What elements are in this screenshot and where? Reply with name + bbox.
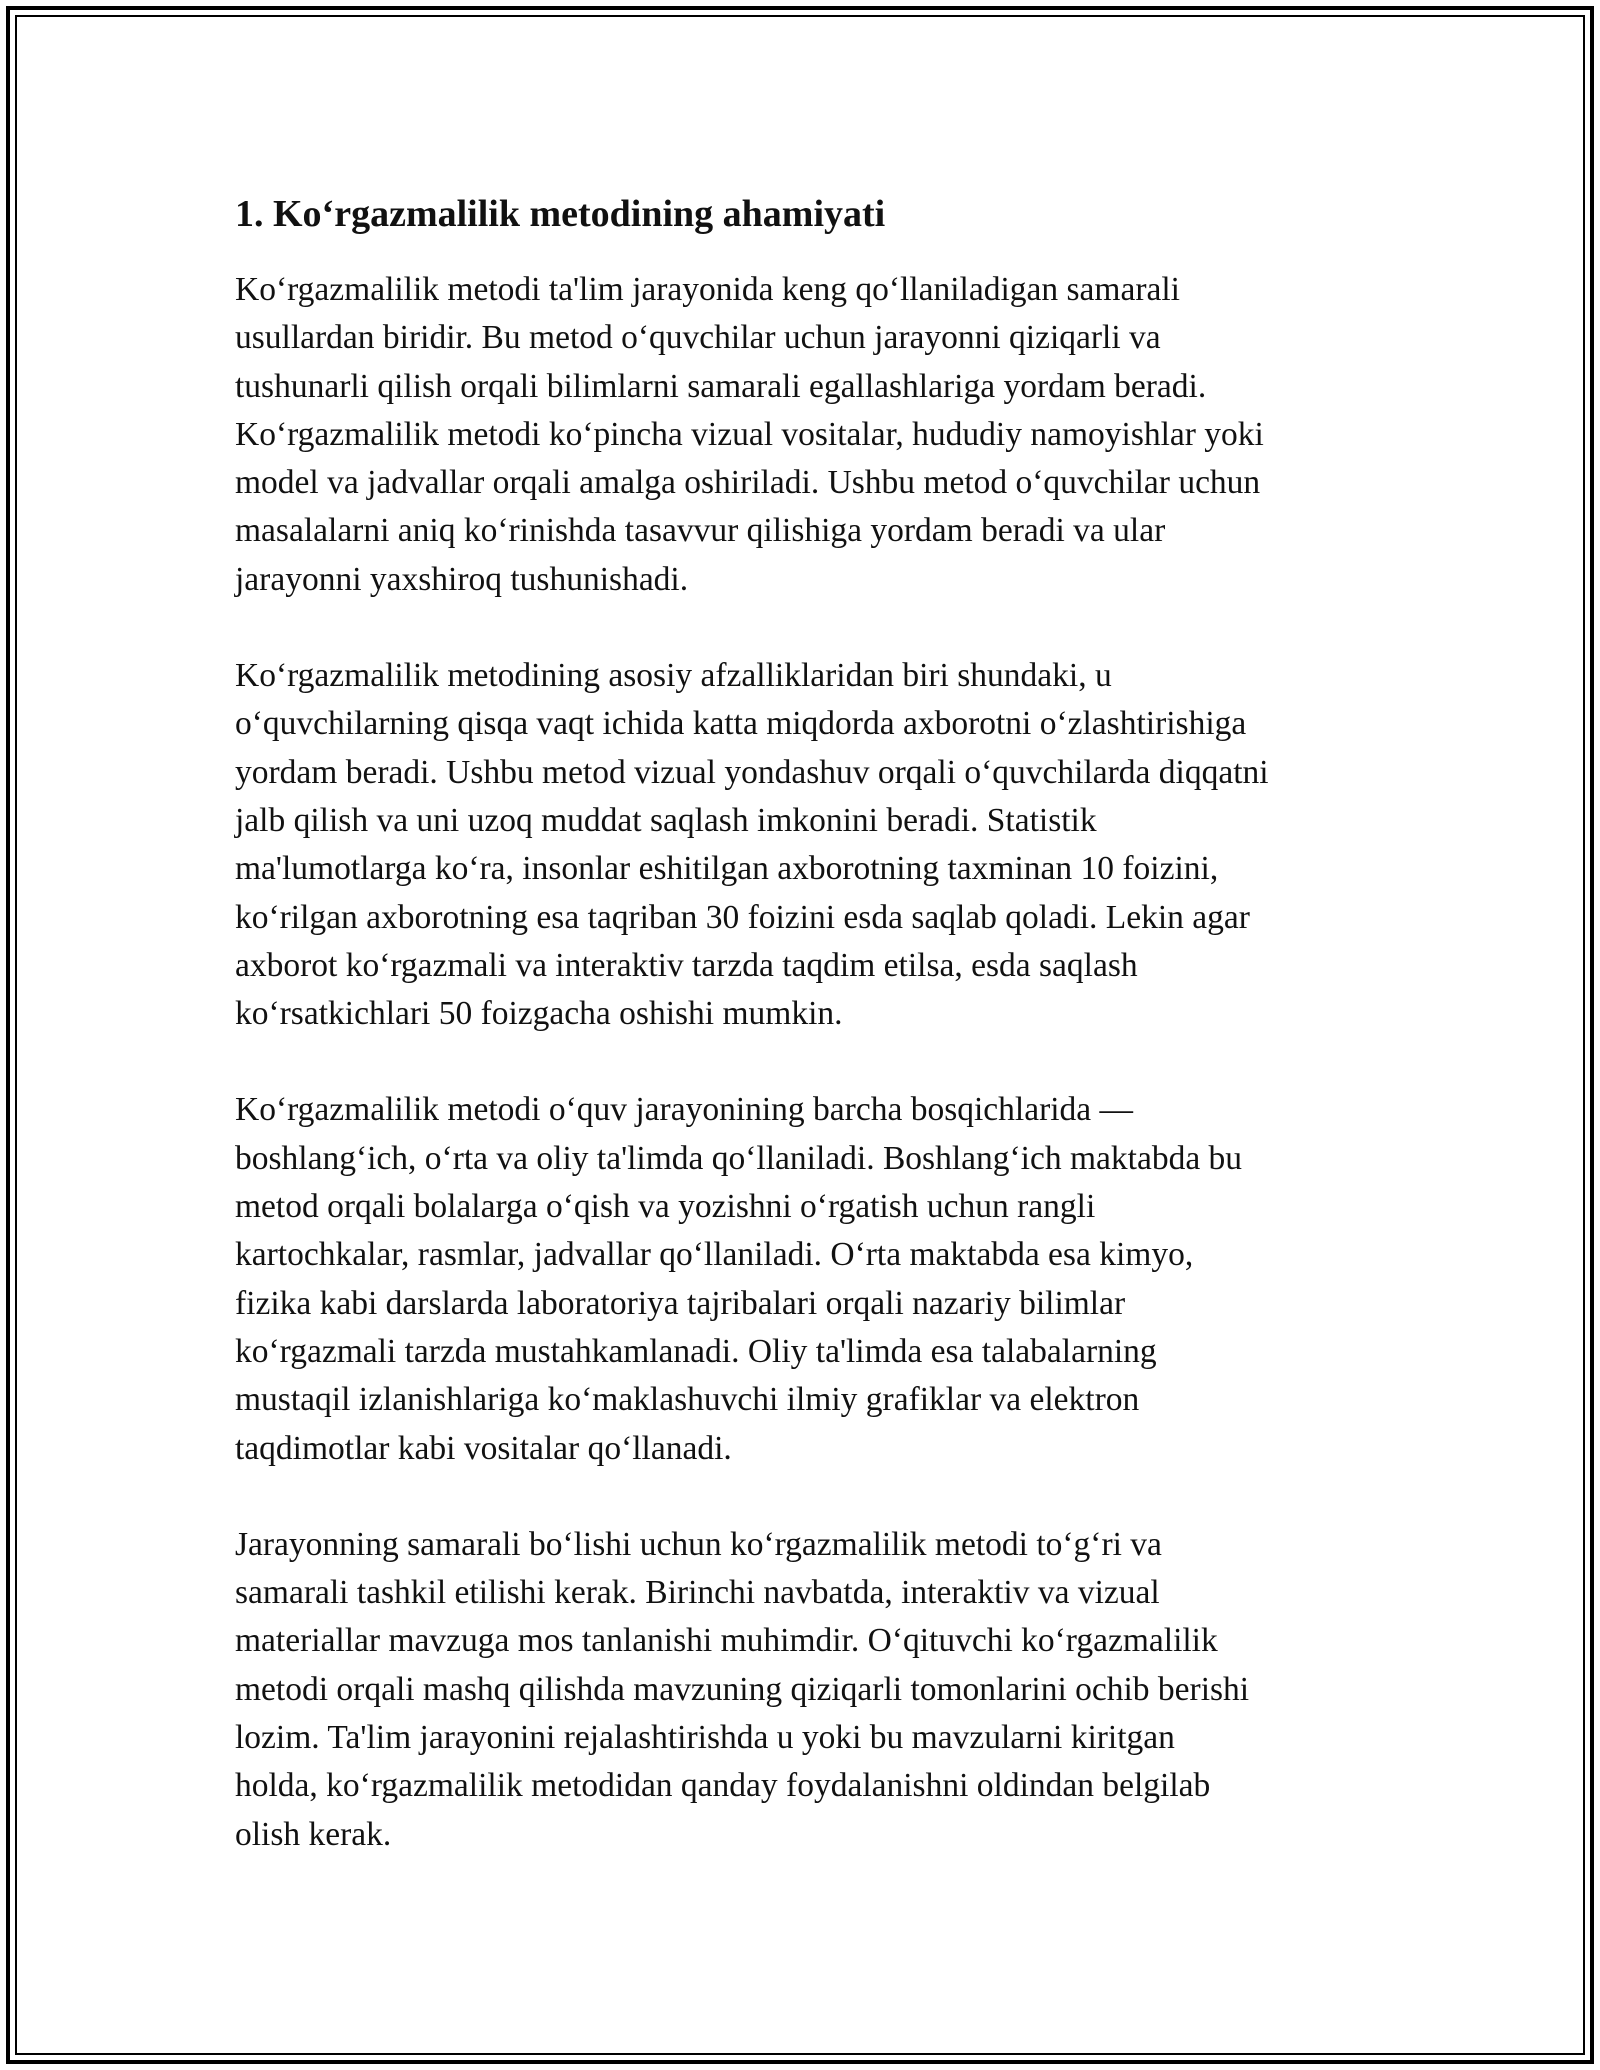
text-line: materiallar mavzuga mos tanlanishi muhimdir. O‘qituvchi ko‘rgazmalilik bbox=[235, 1622, 1218, 1660]
text-line: usullardan biridir. Bu metod o‘quvchilar uchun jarayonni qiziqarli va bbox=[235, 319, 1161, 357]
text-line: taqdimotlar kabi vositalar qo‘llanadi. bbox=[235, 1429, 732, 1467]
paragraph-1 bbox=[235, 266, 1375, 604]
paragraph-3 bbox=[235, 1086, 1375, 1472]
paragraph-2 bbox=[235, 652, 1375, 1038]
text-line: jarayonni yaxshiroq tushunishadi. bbox=[235, 560, 689, 598]
text-line: ko‘rsatkichlari 50 foizgacha oshishi mumkin. bbox=[235, 995, 843, 1033]
text-line: masalalarni aniq ko‘rinishda tasavvur qilishiga yordam beradi va ular bbox=[235, 512, 1166, 550]
text-line: ko‘rgazmali tarzda mustahkamlanadi. Oliy ta'limda esa talabalarning bbox=[235, 1332, 1157, 1370]
text-line: olish kerak. bbox=[235, 1815, 392, 1853]
text-line: lozim. Ta'lim jarayonini rejalashtirishda u yoki bu mavzularni kiritgan bbox=[235, 1719, 1175, 1757]
text-line: Ko‘rgazmalilik metodining asosiy afzalliklaridan biri shundaki, u bbox=[235, 657, 1112, 695]
text-line: jalb qilish va uni uzoq muddat saqlash imkonini beradi. Statistik bbox=[235, 801, 1097, 839]
text-line: boshlang‘ich, o‘rta va oliy ta'limda qo‘llaniladi. Boshlang‘ich maktabda bu bbox=[235, 1139, 1243, 1177]
text-line: axborot ko‘rgazmali va interaktiv tarzda taqdim etilsa, esda saqlash bbox=[235, 946, 1138, 984]
text-line: kartochkalar, rasmlar, jadvallar qo‘llaniladi. O‘rta maktabda esa kimyo, bbox=[235, 1236, 1194, 1274]
text-line: o‘quvchilarning qisqa vaqt ichida katta miqdorda axborotni o‘zlashtirishiga bbox=[235, 705, 1247, 743]
document-page bbox=[235, 188, 1375, 1907]
text-line: ko‘rilgan axborotning esa taqriban 30 foizini esda saqlab qoladi. Lekin agar bbox=[235, 898, 1250, 936]
text-line: tushunarli qilish orqali bilimlarni samarali egallashlariga yordam beradi. bbox=[235, 367, 1207, 405]
text-line: Jarayonning samarali bo‘lishi uchun ko‘rgazmalilik metodi to‘g‘ri va bbox=[235, 1525, 1162, 1563]
text-line: ma'lumotlarga ko‘ra, insonlar eshitilgan axborotning taxminan 10 foizini, bbox=[235, 850, 1219, 888]
text-line: Ko‘rgazmalilik metodi o‘quv jarayonining barcha bosqichlarida — bbox=[235, 1091, 1134, 1129]
text-line: mustaqil izlanishlariga ko‘maklashuvchi ilmiy grafiklar va elektron bbox=[235, 1381, 1140, 1419]
text-line: fizika kabi darslarda laboratoriya tajribalari orqali nazariy bilimlar bbox=[235, 1284, 1126, 1322]
paragraph-4 bbox=[235, 1521, 1375, 1859]
section-heading: 1. Ko‘rgazmalilik metodining ahamiyati bbox=[235, 193, 886, 235]
text-line: metod orqali bolalarga o‘qish va yozishni o‘rgatish uchun rangli bbox=[235, 1188, 1096, 1226]
text-line: metodi orqali mashq qilishda mavzuning qiziqarli tomonlarini ochib berishi bbox=[235, 1670, 1250, 1708]
text-line: holda, ko‘rgazmalilik metodidan qanday foydalanishni oldindan belgilab bbox=[235, 1767, 1211, 1805]
text-line: samarali tashkil etilishi kerak. Birinchi navbatda, interaktiv va vizual bbox=[235, 1574, 1160, 1612]
text-line: Ko‘rgazmalilik metodi ta'lim jarayonida keng qo‘llaniladigan samarali bbox=[235, 271, 1180, 308]
text-line: model va jadvallar orqali amalga oshiriladi. Ushbu metod o‘quvchilar uchun bbox=[235, 464, 1261, 502]
text-line: yordam beradi. Ushbu metod vizual yondashuv orqali o‘quvchilarda diqqatni bbox=[235, 753, 1269, 791]
text-line: Ko‘rgazmalilik metodi ko‘pincha vizual vositalar, hududiy namoyishlar yoki bbox=[235, 415, 1264, 453]
